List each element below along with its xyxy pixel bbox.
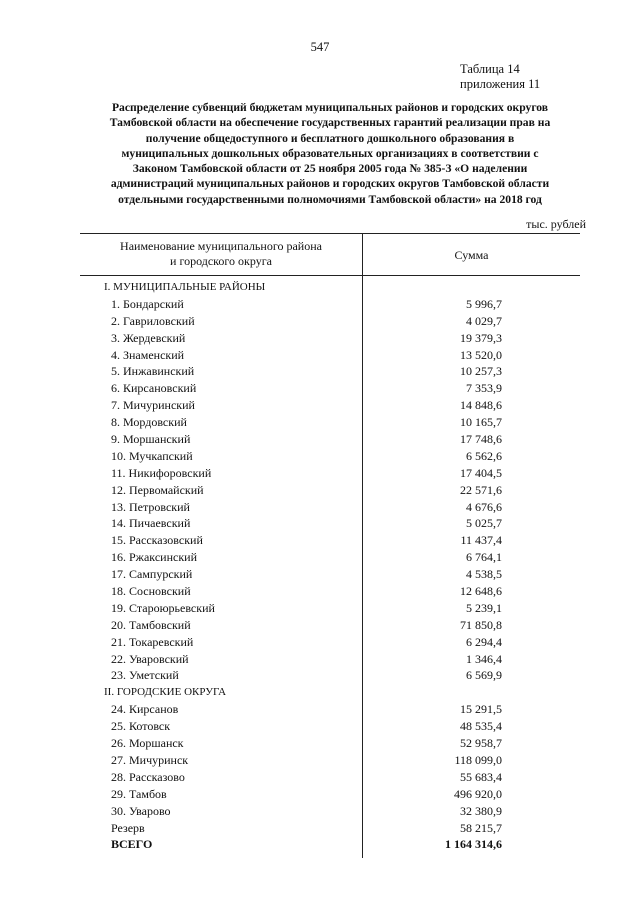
row-value: 14 848,6 bbox=[460, 398, 502, 413]
unit-label: тыс. рублей bbox=[526, 217, 586, 231]
table-row bbox=[80, 397, 580, 414]
row-name: 10. Мучкапский bbox=[111, 448, 193, 463]
row-value: 11 437,4 bbox=[460, 533, 502, 548]
row-name: 25. Котовск bbox=[111, 719, 171, 734]
row-name: 17. Сампурский bbox=[111, 567, 193, 582]
title-line: Законом Тамбовской области от 25 ноября 2005 года № 385-З «О наделении bbox=[132, 162, 528, 176]
row-name: 18. Сосновский bbox=[111, 584, 191, 599]
row-name: 14. Пичаевский bbox=[111, 516, 191, 531]
table-row bbox=[80, 313, 580, 330]
row-value: 5 239,1 bbox=[466, 600, 502, 615]
row-name: 6. Кирсановский bbox=[111, 381, 197, 396]
row-name: 7. Мичуринский bbox=[111, 398, 195, 413]
table-row bbox=[80, 363, 580, 380]
row-name: 29. Тамбов bbox=[111, 786, 167, 801]
row-name: 16. Ржаксинский bbox=[111, 550, 197, 565]
table-row bbox=[80, 786, 580, 803]
row-name: 22. Уваровский bbox=[111, 651, 189, 666]
row-value: 4 676,6 bbox=[466, 499, 502, 514]
document-title bbox=[80, 100, 580, 207]
row-value: 52 958,7 bbox=[460, 736, 502, 751]
row-name: 23. Уметский bbox=[111, 668, 179, 683]
row-value: 58 215,7 bbox=[460, 820, 502, 835]
row-name: 19. Староюрьевский bbox=[111, 600, 215, 615]
row-name: 30. Уварово bbox=[111, 803, 171, 818]
table-row bbox=[80, 634, 580, 651]
row-name: 24. Кирсанов bbox=[111, 702, 179, 717]
row-name: 27. Мичуринск bbox=[111, 752, 189, 767]
row-name: 5. Инжавинский bbox=[111, 364, 195, 379]
row-value: 6 569,9 bbox=[466, 668, 502, 683]
row-name: 28. Рассказово bbox=[111, 769, 185, 784]
row-name: 15. Рассказовский bbox=[111, 533, 203, 548]
row-name: 11. Никифоровский bbox=[111, 465, 212, 480]
table-body bbox=[80, 279, 580, 853]
table-row bbox=[80, 330, 580, 347]
row-name: 2. Гавриловский bbox=[111, 313, 195, 328]
row-value: 10 257,3 bbox=[460, 364, 502, 379]
row-value: 12 648,6 bbox=[460, 584, 502, 599]
table-row bbox=[80, 347, 580, 364]
table-header-rule bbox=[80, 275, 580, 276]
table-row bbox=[80, 414, 580, 431]
table-top-rule bbox=[80, 233, 580, 234]
row-value: 4 538,5 bbox=[466, 567, 502, 582]
table-row bbox=[80, 499, 580, 516]
row-name: 26. Моршанск bbox=[111, 736, 184, 751]
table-row bbox=[80, 532, 580, 549]
row-value: 71 850,8 bbox=[460, 617, 502, 632]
header-line: Наименование муниципального района bbox=[120, 239, 322, 253]
table-row bbox=[80, 617, 580, 634]
table-row bbox=[80, 482, 580, 499]
title-line: Распределение субвенций бюджетам муниципальных районов и городских округов bbox=[111, 101, 549, 114]
row-name: 1. Бондарский bbox=[111, 296, 184, 311]
table-reference bbox=[460, 62, 540, 92]
table-row bbox=[80, 515, 580, 532]
row-value: 1 164 314,6 bbox=[445, 837, 502, 852]
row-name: 20. Тамбовский bbox=[111, 617, 191, 632]
row-value: 5 996,7 bbox=[466, 296, 502, 311]
row-value: 19 379,3 bbox=[460, 330, 502, 345]
table-row bbox=[80, 769, 580, 786]
column-header-sum: Сумма bbox=[454, 248, 489, 262]
row-name: 4. Знаменский bbox=[111, 347, 185, 362]
row-name: 13. Петровский bbox=[111, 499, 190, 514]
table-row bbox=[80, 820, 580, 837]
row-name: 8. Мордовский bbox=[111, 415, 187, 430]
column-header-name bbox=[80, 239, 362, 269]
table-row bbox=[80, 549, 580, 566]
table-row bbox=[80, 667, 580, 684]
table-row bbox=[80, 651, 580, 668]
row-value: 4 029,7 bbox=[466, 313, 502, 328]
table-row bbox=[80, 718, 580, 735]
row-value: 6 294,4 bbox=[466, 634, 502, 649]
row-value: 55 683,4 bbox=[460, 769, 502, 784]
title-line: муниципальных дошкольных образовательных организациях в соответствии с bbox=[121, 146, 539, 160]
row-name: 3. Жердевский bbox=[111, 330, 186, 345]
row-value: 1 346,4 bbox=[466, 651, 502, 666]
row-value: 22 571,6 bbox=[460, 482, 502, 497]
row-value: 496 920,0 bbox=[454, 786, 502, 801]
section-header-row bbox=[80, 279, 580, 296]
row-value: 15 291,5 bbox=[460, 702, 502, 717]
title-line: Тамбовской области на обеспечение государственных гарантий реализации прав на bbox=[109, 116, 551, 130]
row-name: 12. Первомайский bbox=[111, 482, 204, 497]
row-value: 32 380,9 bbox=[460, 803, 502, 818]
total-row bbox=[80, 836, 580, 853]
table-row bbox=[80, 431, 580, 448]
header-line: и городского округа bbox=[170, 254, 272, 268]
title-line: отдельными государственными полномочиями Тамбовской области» на 2018 год bbox=[118, 192, 542, 206]
table-row bbox=[80, 448, 580, 465]
row-value: 118 099,0 bbox=[454, 752, 502, 767]
table-row bbox=[80, 566, 580, 583]
table-row bbox=[80, 735, 580, 752]
row-name: 9. Моршанский bbox=[111, 432, 191, 447]
table-row bbox=[80, 296, 580, 313]
page-number: 547 bbox=[310, 40, 330, 54]
table-row bbox=[80, 701, 580, 718]
title-line: получение общедоступного и бесплатного дошкольного образования в bbox=[145, 131, 515, 145]
row-value: 6 562,6 bbox=[466, 448, 502, 463]
row-value: 48 535,4 bbox=[460, 719, 502, 734]
table-row bbox=[80, 803, 580, 820]
title-line: администраций муниципальных районов и городских округов Тамбовской области bbox=[110, 177, 550, 191]
table-row bbox=[80, 600, 580, 617]
row-name: I. МУНИЦИПАЛЬНЫЕ РАЙОНЫ bbox=[104, 281, 266, 293]
row-value: 13 520,0 bbox=[460, 347, 502, 362]
row-value: 17 748,6 bbox=[460, 432, 502, 447]
row-value: 5 025,7 bbox=[466, 516, 502, 531]
row-value: 7 353,9 bbox=[466, 381, 502, 396]
table-row bbox=[80, 380, 580, 397]
table-number: Таблица 14 bbox=[460, 62, 520, 76]
row-name: Резерв bbox=[111, 820, 145, 835]
row-value: 17 404,5 bbox=[460, 465, 502, 480]
row-name: II. ГОРОДСКИЕ ОКРУГА bbox=[104, 686, 227, 699]
table-row bbox=[80, 583, 580, 600]
appendix-number: приложения 11 bbox=[460, 77, 541, 91]
row-name: 21. Токаревский bbox=[111, 634, 194, 649]
row-value: 6 764,1 bbox=[466, 550, 502, 565]
table-row bbox=[80, 752, 580, 769]
section-header-row bbox=[80, 684, 580, 701]
row-name: ВСЕГО bbox=[111, 837, 153, 852]
row-value: 10 165,7 bbox=[460, 415, 502, 430]
table-row bbox=[80, 465, 580, 482]
